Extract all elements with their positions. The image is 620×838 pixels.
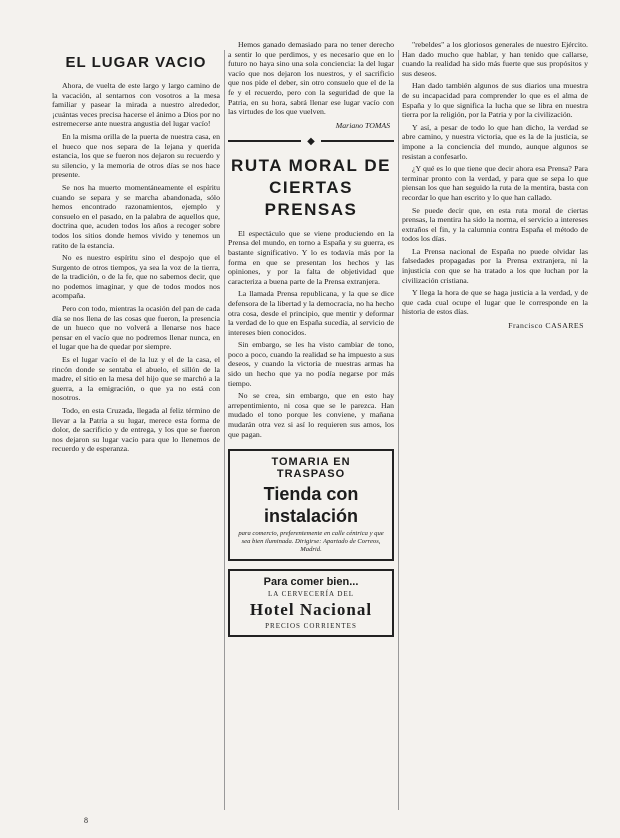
divider-line [321, 140, 394, 142]
article-paragraph: No es nuestro espíritu sino el despojo que el Surgento de otros tiempos, ya sea la voz de la tierra, de la tradición, o de la fe, que no sabemos decir, que no podemos imaginar, y que de todos modos nos acompaña. [52, 253, 220, 301]
page-number: 8 [84, 816, 88, 825]
ad-main-line: Tienda con instalación [263, 484, 359, 527]
divider-line [228, 140, 301, 142]
article-paragraph: El espectáculo que se viene produciendo en la Prensa del mundo, en torno a España y su guerra, es bastante significativo. Y lo es todavía más por la forma en que se presentan los hechos y las opiniones, y por la falta de objetividad que caracteriza a buena parte de la Prensa extranjera. [228, 228, 394, 286]
article-title-lugar-vacio: EL LUGAR VACIO [65, 54, 207, 71]
ad-heading: Para comer bien... [263, 576, 359, 589]
article-paragraph: Se puede decir que, en esta ruta moral de ciertas prensas, la mentira ha sido la norma, el servicio a intereses extraños el fin, y la calumnia contra España el método de todos los días. [402, 205, 588, 244]
author-signature: Mariano TOMAS [335, 120, 390, 130]
article-paragraph: Y llega la hora de que se haga justicia a la verdad, y de que cada cual ocupe el lugar que le corresponde en la historia de estos días. [402, 288, 588, 317]
article-paragraph: Y así, a pesar de todo lo que han dicho, la verdad se abre camino, y nuestra victoria, que es la de la justicia, se impone a la conciencia del mundo, aunque algunos se resistan a confesarlo. [402, 122, 588, 161]
article-paragraph: Es el lugar vacío el de la luz y el de la casa, el rincón donde se sentaba el abuelo, el sillón de la madre, el sitio en la mesa del hijo que se marchó a la guerra, a la emigración, o que ya no está con nosotros. [52, 355, 220, 403]
article-paragraph: Ahora, de vuelta de este largo y largo camino de la vacación, al sentarnos con vosotros a la mesa familiar y pasear la mirada a nuestro alrededor, ¡cuántas veces precisa hacerse el ánimo a Dios por no estremecerse ante nuestra angustia del lugar vacío! [52, 81, 220, 129]
column-rule [398, 50, 399, 810]
ad-main-line: Hotel Nacional [249, 600, 373, 620]
advertisement-hotel-nacional [228, 569, 394, 637]
section-divider [228, 136, 394, 147]
article-paragraph: Sin embargo, se les ha visto cambiar de tono, poco a poco, cuando la realidad se ha impuesto a sus deseos, y cuando la victoria de nuestras armas ha sido un hecho que ya no podía negarse por más tiempo. [228, 340, 394, 388]
middle-column [228, 40, 394, 820]
left-column [52, 40, 220, 820]
ad-subline: LA CERVECERÍA DEL [267, 590, 355, 599]
author-signature: Francisco CASARES [508, 321, 584, 331]
column-rule [224, 50, 225, 810]
ad-details: para comercio, preferentemente en calle céntrica y que sea bien iluminada. Dirigirse: Apartado de Correos, Madrid. [238, 530, 384, 554]
classified-ad-traspaso [228, 449, 394, 561]
article-paragraph: La llamada Prensa republicana, y la que se dice defensora de la libertad y la democracia, no ha hecho otra cosa, desde el principio, que mentir y deformar la verdad de lo que en España sucedía, al servicio de intereses bien conocidos. [228, 289, 394, 337]
article-paragraph: Hemos ganado demasiado para no tener derecho a sentir lo que perdimos, y es necesario que en lo futuro no haya sino una sola conciencia: la del lugar vacío que nos dejaron los nuestros, y el sacrificio que nos pide el deber, sin otro consuelo que el de la fe y el recuerdo, pero con la seguridad de que la Patria, en su hora, sabrá llenar ese lugar vacío con las virtudes de los que vuelven. [228, 40, 394, 117]
article-paragraph: En la misma orilla de la puerta de nuestra casa, en el hueco que nos separa de la lejana y querida estancia, los que se fueron nos dejaron su recuerdo y su silencio, y la memoria de otros días se nos hace presente. [52, 131, 220, 180]
article-paragraph: Todo, en esta Cruzada, llegada al feliz término de llevar a la Patria a su lugar, merece esta forma de dolor, de sacrificio y de entrega, y los que se fueron nos dejaron su lugar vacío para que lo llenemos de recuerdo y de esperanza. [52, 406, 220, 454]
ad-footer: PRECIOS CORRIENTES [265, 622, 357, 631]
right-column [402, 40, 588, 820]
ad-heading: TOMARIA EN TRASPASO [271, 456, 351, 481]
article-paragraph: Se nos ha muerto momentáneamente el espíritu cuando se separa y se marcha abandonada, sólo hemos encontrado razonamientos, ejemplo y consuelo en el pasado, en la palabra de aquellos que, doctrina que, acuden todos los años a recoger sobre todos los sitios donde hemos vivido y tenemos un ratito de la estancia. [52, 182, 220, 250]
article-paragraph: ¿Y qué es lo que tiene que decir ahora esa Prensa? Para terminar pronto con la verdad, y para que se sepa lo que piensan los que han seguido la ruta de la mentira, basta con recordar lo que han escrito y lo que han callado. [402, 164, 588, 202]
divider-ornament-icon: ◆ [307, 135, 315, 147]
article-paragraph: Han dado también algunos de sus diarios una muestra de su incapacidad para comprender lo que es el alma de España y lo que significa la lucha que se libra en nuestra tierra por la religión, por la Patria y por la civilización. [402, 81, 588, 120]
article-paragraph: Pero con todo, mientras la ocasión del pan de cada día se nos llena de las cosas que fueron, la presencia de un hueco que no volverá a llenarse nos hace pensar en el vacío que no podremos llenar nunca, en el lugar que ha de quedar por siempre. [52, 304, 220, 352]
article-paragraph: No se crea, sin embargo, que en esto hay arrepentimiento, ni cosa que se le parezca. Han mudado el tono porque les conviene, y mañana mudarán otra vez si así lo requieren sus amos, los que pagan. [228, 391, 394, 439]
article-paragraph: "rebeldes" a los gloriosos generales de nuestro Ejército. Han dado mucho que hablar, y han tenido que callarse, cuando la realidad ha sido más fuerte que sus propósitos y sus deseos. [402, 40, 588, 78]
article-title-ruta-moral: RUTA MORAL DE CIERTAS PRENSAS [231, 155, 391, 219]
article-paragraph: La Prensa nacional de España no puede olvidar las falsedades propagadas por la Prensa extranjera, ni la injusticia con que se ha tratado a los que luchan por la civilización cristiana. [402, 246, 588, 285]
